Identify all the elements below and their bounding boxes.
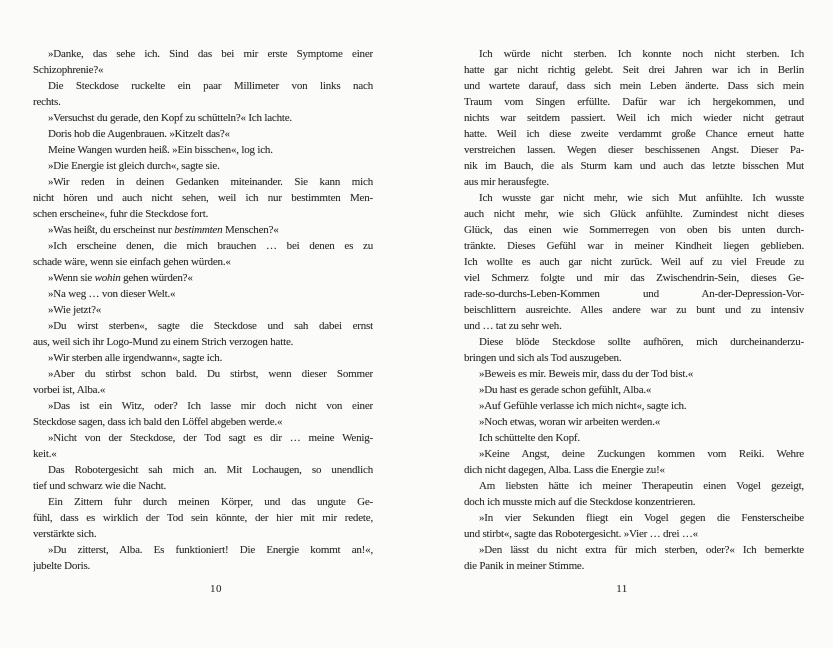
text-line: [33, 46, 373, 62]
text-line: [464, 462, 804, 478]
text-segment: »Du zitterst, Alba. Es funktioniert! Die Energie kommt an!«,: [48, 544, 373, 556]
text-segment: verstärkte sich.: [33, 528, 97, 540]
text-line: [33, 478, 373, 494]
text-line: [33, 366, 373, 382]
text-line: [464, 142, 804, 158]
text-segment: und … tat zu sehr weh.: [464, 320, 562, 332]
text-line: [33, 542, 373, 558]
text-line: [464, 318, 804, 334]
text-line: [33, 558, 373, 574]
text-segment: dich nicht dagegen, Alba. Lass die Energie zu!«: [464, 464, 665, 476]
text-segment: nicht hören und auch nicht sehen, weil ich nur bestimmten Men-: [33, 192, 373, 204]
text-segment: Menschen?«: [222, 224, 279, 236]
text-segment: keit.«: [33, 448, 57, 460]
text-segment: verstreichen lassen. Wegen dieser beschissenen Angst. Dieser Pa-: [464, 144, 804, 156]
text-segment: »Die Energie ist gleich durch«, sagte sie.: [48, 160, 220, 172]
text-line: [464, 222, 804, 238]
text-line: [464, 78, 804, 94]
text-segment: Ich würde nicht sterben. Ich konnte noch nicht sterben. Ich: [479, 48, 804, 60]
text-line: [464, 558, 804, 574]
text-segment: »Wie jetzt?«: [48, 304, 102, 316]
text-segment: Ich wollte es auch gar nicht zurück. Weil auf zu viel Freude zu: [464, 256, 804, 268]
italic-text: wohin: [94, 272, 121, 284]
text-line: [464, 542, 804, 558]
text-segment: rechts.: [33, 96, 61, 108]
text-segment: Ein Zittern fuhr durch meinen Körper, und das ungute Ge-: [48, 496, 373, 508]
text-line: [464, 46, 804, 62]
text-segment: aus, weil sich ihr Logo-Mund zu einem Strich verzogen hatte.: [33, 336, 294, 348]
text-segment: doch ich musste mich auf die Steckdose konzentrieren.: [464, 496, 696, 508]
page-number-right: 11: [616, 583, 628, 595]
text-segment: »Na weg … von dieser Welt.«: [48, 288, 176, 300]
text-line: [464, 430, 804, 446]
text-segment: »Wenn sie: [48, 272, 95, 284]
page-left-text: [33, 46, 373, 574]
text-segment: viel Schmerz folgte und mir das Zwischendrin-Sein, dieses Ge-: [464, 272, 804, 284]
text-segment: »Das ist ein Witz, oder? Ich lasse mir doch nicht von einer: [48, 400, 373, 412]
text-line: [464, 270, 804, 286]
text-line: [33, 350, 373, 366]
text-line: [464, 62, 804, 78]
text-segment: Traum vom Singen erfüllte. Dafür war ich hergekommen, und: [464, 96, 804, 108]
text-segment: aus mir herausfegte.: [464, 176, 549, 188]
text-segment: Doris hob die Augenbrauen. »Kitzelt das?«: [48, 128, 230, 140]
text-line: [464, 94, 804, 110]
text-segment: »Nicht von der Steckdose, der Tod sagt es dir … meine Wenig-: [48, 432, 373, 444]
text-line: [33, 398, 373, 414]
text-line: [464, 494, 804, 510]
text-line: [33, 206, 373, 222]
text-line: [33, 510, 373, 526]
text-line: [464, 302, 804, 318]
text-line: [33, 414, 373, 430]
text-line: [33, 302, 373, 318]
text-segment: schen erscheine«, fuhr die Steckdose fort.: [33, 208, 209, 220]
italic-text: bestimmten: [174, 224, 223, 236]
text-segment: Meine Wangen wurden heiß. »Ein bisschen«, log ich.: [48, 144, 273, 156]
text-line: [464, 334, 804, 350]
text-line: [33, 446, 373, 462]
text-line: [33, 78, 373, 94]
text-segment: auch nicht mehr, wie sich Glück anfühlte. Zumindest nicht dieses: [464, 208, 804, 220]
text-line: [33, 174, 373, 190]
text-line: [33, 334, 373, 350]
text-segment: und stirbt«, sagte das Robotergesicht. »Vier … drei …«: [464, 528, 698, 540]
text-line: [33, 430, 373, 446]
text-line: [464, 526, 804, 542]
text-segment: jubelte Doris.: [33, 560, 91, 572]
text-line: [33, 462, 373, 478]
text-segment: »Wir reden in deinen Gedanken miteinander. Sie kann mich: [48, 176, 373, 188]
text-segment: »Du wirst sterben«, sagte die Steckdose und sah dabei ernst: [48, 320, 373, 332]
text-line: [464, 510, 804, 526]
text-segment: »Den lässt du nicht extra für mich sterben, oder?« Ich bemerkte: [479, 544, 804, 556]
page-number-left: 10: [210, 583, 222, 595]
text-line: [464, 350, 804, 366]
text-line: [33, 526, 373, 542]
text-segment: hatte gar nicht richtig gelebt. Seit drei Jahren war ich in Berlin: [464, 64, 804, 76]
text-line: [464, 478, 804, 494]
text-line: [33, 254, 373, 270]
text-segment: Die Steckdose ruckelte ein paar Millimeter von links nach: [48, 80, 373, 92]
text-segment: nik im Bauch, die als Sturm kam und auch das letzte bisschen Mut: [464, 160, 804, 172]
text-segment: bringen und sich als Tod auszugeben.: [464, 352, 622, 364]
text-line: [464, 174, 804, 190]
text-line: [33, 318, 373, 334]
text-segment: Diese blöde Steckdose sollte aufhören, mich durcheinanderzu-: [479, 336, 804, 348]
text-line: [33, 238, 373, 254]
text-segment: »Ich erscheine denen, die mich brauchen … bei denen es zu: [48, 240, 373, 252]
text-line: [464, 158, 804, 174]
text-segment: tränkte. Dieses Gefühl war in meiner Kindheit liegen geblieben.: [464, 240, 804, 252]
text-segment: »Beweis es mir. Beweis mir, dass du der Tod bist.«: [479, 368, 694, 380]
text-segment: »Was heißt, du erscheinst nur: [48, 224, 175, 236]
text-segment: »Aber du stirbst schon bald. Du stirbst, wenn dieser Sommer: [48, 368, 373, 380]
text-line: [464, 206, 804, 222]
text-segment: Schizophrenie?«: [33, 64, 104, 76]
text-line: [464, 382, 804, 398]
text-line: [464, 110, 804, 126]
text-segment: Glück, das einen wie Sommerregen von oben bis unten durch-: [464, 224, 804, 236]
text-line: [33, 126, 373, 142]
text-segment: Das Robotergesicht sah mich an. Mit Lochaugen, so unendlich: [48, 464, 373, 476]
text-line: [33, 382, 373, 398]
text-segment: die Panik in meiner Stimme.: [464, 560, 585, 572]
text-segment: beischlittern ausreichte. Alles andere war zu bunt und zu intensiv: [464, 304, 804, 316]
text-segment: »Wir sterben alle irgendwann«, sagte ich.: [48, 352, 223, 364]
text-segment: vorbei ist, Alba.«: [33, 384, 106, 396]
text-segment: Ich wusste gar nicht mehr, wie sich Mut anfühlte. Ich wusste: [479, 192, 804, 204]
text-line: [464, 414, 804, 430]
text-segment: »Auf Gefühle verlasse ich mich nicht«, sagte ich.: [479, 400, 687, 412]
text-segment: tief und schwarz wie die Nacht.: [33, 480, 167, 492]
text-segment: nichts war seitdem passiert. Weil ich mich wieder nicht getraut: [464, 112, 804, 124]
text-line: [464, 286, 804, 302]
text-line: [33, 142, 373, 158]
text-segment: »Danke, das sehe ich. Sind das bei mir erste Symptome einer: [48, 48, 373, 60]
text-line: [464, 126, 804, 142]
text-line: [33, 494, 373, 510]
text-segment: Steckdose sagen, dass ich bald den Löffel abgeben werde.«: [33, 416, 283, 428]
text-line: [33, 94, 373, 110]
text-line: [464, 366, 804, 382]
text-line: [33, 190, 373, 206]
text-segment: »Noch etwas, woran wir arbeiten werden.«: [479, 416, 661, 428]
text-segment: hatte. Weil ich diese zweite verdammt große Chance erneut hatte: [464, 128, 804, 140]
text-segment: »In vier Sekunden fliegt ein Vogel gegen die Fensterscheibe: [479, 512, 804, 524]
text-line: [33, 222, 373, 238]
text-segment: gehen würden?«: [120, 272, 193, 284]
text-line: [464, 190, 804, 206]
text-segment: rade-so-durchs-Leben-Kommen und An-der-Depression-Vor-: [464, 288, 804, 300]
text-segment: »Du hast es gerade schon gefühlt, Alba.«: [479, 384, 652, 396]
text-segment: und wartete darauf, dass sich mein Leben änderte. Dass sich mein: [464, 80, 804, 92]
text-line: [33, 270, 373, 286]
text-segment: Am liebsten hätte ich meiner Therapeutin einen Vogel gezeigt,: [479, 480, 804, 492]
text-segment: »Versuchst du gerade, den Kopf zu schütteln?« Ich lachte.: [48, 112, 292, 124]
text-line: [464, 446, 804, 462]
text-line: [33, 62, 373, 78]
page-right-text: [464, 46, 804, 574]
text-segment: »Keine Angst, deine Zuckungen kommen vom Reiki. Wehre: [479, 448, 804, 460]
text-line: [464, 398, 804, 414]
text-line: [33, 110, 373, 126]
text-line: [464, 254, 804, 270]
text-segment: fühl, dass es wirklich der Tod sein könnte, der hier mit mir redete,: [33, 512, 373, 524]
text-segment: schade wäre, wenn sie einfach gehen würden.«: [33, 256, 231, 268]
text-line: [33, 158, 373, 174]
text-segment: Ich schüttelte den Kopf.: [479, 432, 580, 444]
text-line: [33, 286, 373, 302]
text-line: [464, 238, 804, 254]
